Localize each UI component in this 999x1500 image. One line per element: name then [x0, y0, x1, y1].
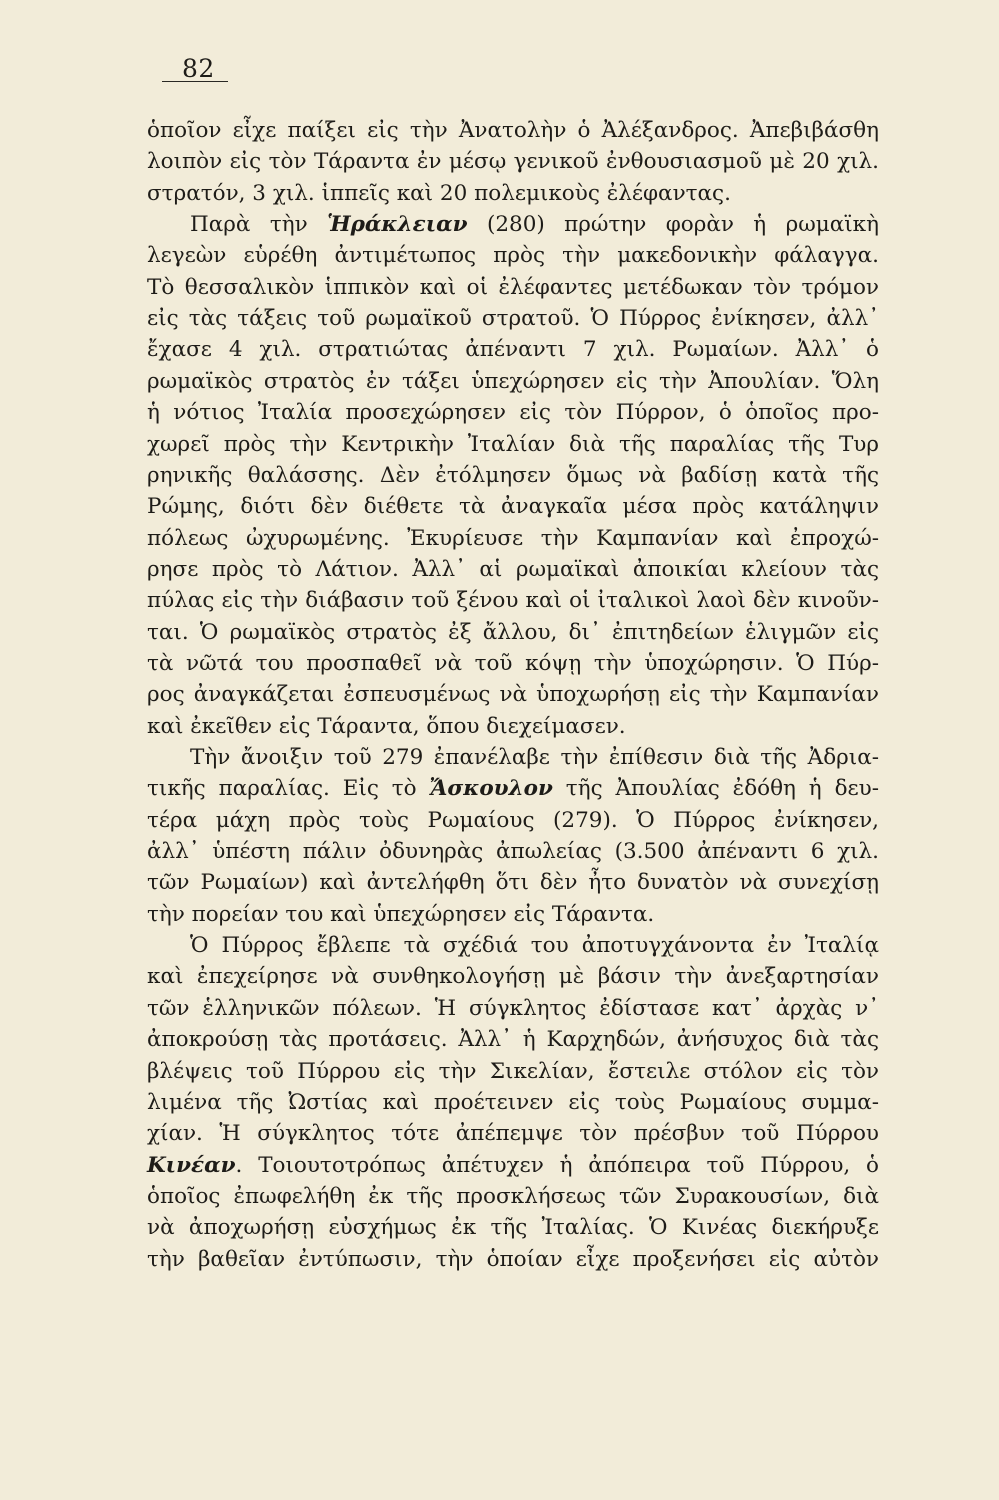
- text-line: τὴν βαθεῖαν ἐντύπωσιν, τὴν ὁποίαν εἶχε προξενήσει εἰς αὐτὸν: [147, 1246, 879, 1272]
- text-line: ρος ἀναγκάζεται ἐσπευσμένως νὰ ὑποχωρήσῃ εἰς τὴν Καμπανίαν: [147, 682, 879, 708]
- text-line: τῶν ἑλληνικῶν πόλεων. Ἡ σύγκλητος ἐδίστασε κατ᾽ ἀρχὰς ν᾽: [147, 995, 879, 1021]
- text-line: χωρεῖ πρὸς τὴν Κεντρικὴν Ἰταλίαν διὰ τῆς παραλίας τῆς Τυρ: [147, 431, 879, 457]
- text-line: τῶν Ρωμαίων) καὶ ἀντελήφθη ὅτι δὲν ἦτο δυνατὸν νὰ συνεχίσῃ: [147, 870, 879, 896]
- text-line: τέρα μάχη πρὸς τοὺς Ρωμαίους (279). Ὁ Πύρρος ἐνίκησεν,: [147, 807, 879, 833]
- text-line: Ρώμης, διότι δὲν διέθετε τὰ ἀναγκαῖα μέσα πρὸς κατάληψιν: [147, 494, 879, 520]
- text-line: ὁποῖος ἐπωφελήθη ἐκ τῆς προσκλήσεως τῶν Συρακουσίων, διὰ: [147, 1183, 879, 1209]
- page-number: 82: [182, 54, 215, 83]
- text-line: λοιπὸν εἰς τὸν Τάραντα ἐν μέσῳ γενικοῦ ἐνθουσιασμοῦ μὲ 20 χιλ.: [147, 149, 879, 175]
- text-line: Ὁ Πύρρος ἔβλεπε τὰ σχέδιά του ἀποτυγχάνοντα ἐν Ἰταλίᾳ: [190, 933, 879, 959]
- text-line: χίαν. Ἡ σύγκλητος τότε ἀπέπεμψε τὸν πρέσβυν τοῦ Πύρρου: [147, 1121, 879, 1147]
- text-line: ρωμαϊκὸς στρατὸς ἐν τάξει ὑπεχώρησεν εἰς τὴν Ἀπουλίαν. Ὅλη: [147, 368, 879, 394]
- text-fragment: (280) πρώτην φορὰν ἡ ρωμαϊκὴ: [467, 212, 879, 238]
- text-line: τὴν πορείαν του καὶ ὑπεχώρησεν εἰς Τάραντα.: [147, 901, 655, 927]
- text-fragment: . Τοιουτοτρόπως ἀπέτυχεν ἡ ἀπόπειρα τοῦ Πύρρου, ὁ: [235, 1152, 879, 1178]
- text-line: καὶ ἐπεχείρησε νὰ συνθηκολογήσῃ μὲ βάσιν τὴν ἀνεξαρτησίαν: [147, 964, 879, 990]
- text-line: ἀλλ᾽ ὑπέστη πάλιν ὀδυνηρὰς ἀπωλείας (3.500 ἀπέναντι 6 χιλ.: [147, 839, 879, 865]
- text-line: ὁποῖον εἶχε παίξει εἰς τὴν Ἀνατολὴν ὁ Ἀλέξανδρος. Ἀπεβιβάσθη: [147, 118, 879, 143]
- text-line: ἀποκρούσῃ τὰς προτάσεις. Ἀλλ᾽ ἡ Καρχηδών, ἀνήσυχος διὰ τὰς: [147, 1027, 879, 1053]
- emphasized-place-name: Ἄσκουλον: [429, 776, 553, 802]
- text-line: βλέψεις τοῦ Πύρρου εἰς τὴν Σικελίαν, ἔστειλε στόλον εἰς τὸν: [147, 1058, 879, 1084]
- text-line: [190, 210, 879, 240]
- text-line: ται. Ὁ ρωμαϊκὸς στρατὸς ἐξ ἄλλου, δι᾽ ἐπιτηδείων ἑλιγμῶν εἰς: [147, 619, 879, 645]
- text-line: νὰ ἀποχωρήσῃ εὐσχήμως ἐκ τῆς Ἰταλίας. Ὁ Κινέας διεκήρυξε: [147, 1215, 879, 1241]
- emphasized-place-name: Ἡράκλειαν: [327, 212, 468, 238]
- text-line: ρηνικῆς θαλάσσης. Δὲν ἐτόλμησεν ὅμως νὰ βαδίσῃ κατὰ τῆς: [147, 462, 879, 488]
- text-line: στρατόν, 3 χιλ. ἱππεῖς καὶ 20 πολεμικοὺς ἐλέφαντας.: [147, 180, 731, 206]
- text-fragment: Παρὰ τὴν: [190, 212, 328, 238]
- text-line: Τὸ θεσσαλικὸν ἱππικὸν καὶ οἱ ἐλέφαντες μετέδωκαν τὸν τρόμον: [147, 274, 879, 300]
- text-line: ἡ νότιος Ἰταλία προσεχώρησεν εἰς τὸν Πύρρον, ὁ ὁποῖος προ-: [147, 400, 879, 426]
- text-fragment: τικῆς παραλίας. Εἰς τὸ: [147, 776, 430, 802]
- text-line: πύλας εἰς τὴν διάβασιν τοῦ ξένου καὶ οἱ ἰταλικοὶ λαοὶ δὲν κινοῦν-: [147, 588, 879, 614]
- header-rule: [162, 81, 228, 82]
- text-fragment: τῆς Ἀπουλίας ἐδόθη ἡ δευ-: [552, 776, 879, 802]
- text-line: λεγεὼν εὑρέθη ἀντιμέτωπος πρὸς τὴν μακεδονικὴν φάλαγγα.: [147, 243, 879, 269]
- emphasized-place-name: Κινέαν: [147, 1152, 236, 1178]
- text-line: καὶ ἐκεῖθεν εἰς Τάραντα, ὅπου διεχείμασεν.: [147, 713, 626, 739]
- text-line: πόλεως ὠχυρωμένης. Ἐκυρίευσε τὴν Καμπανίαν καὶ ἐπροχώ-: [147, 525, 879, 551]
- text-line: εἰς τὰς τάξεις τοῦ ρωμαϊκοῦ στρατοῦ. Ὁ Πύρρος ἐνίκησεν, ἀλλ᾽: [147, 306, 879, 332]
- text-line: τὰ νῶτά του προσπαθεῖ νὰ τοῦ κόψῃ τὴν ὑποχώρησιν. Ὁ Πύρ-: [147, 650, 879, 676]
- text-line: ἔχασε 4 χιλ. στρατιώτας ἀπέναντι 7 χιλ. Ρωμαίων. Ἀλλ᾽ ὁ: [147, 337, 879, 363]
- text-line: [147, 774, 879, 804]
- text-line: [147, 1151, 879, 1181]
- text-line: λιμένα τῆς Ὠστίας καὶ προέτεινεν εἰς τοὺς Ρωμαίους συμμα-: [147, 1089, 879, 1115]
- text-line: Τὴν ἄνοιξιν τοῦ 279 ἐπανέλαβε τὴν ἐπίθεσιν διὰ τῆς Ἀδρια-: [190, 745, 879, 770]
- text-line: ρησε πρὸς τὸ Λάτιον. Ἀλλ᾽ αἱ ρωμαϊκαὶ ἀποικίαι κλείουν τὰς: [147, 556, 879, 582]
